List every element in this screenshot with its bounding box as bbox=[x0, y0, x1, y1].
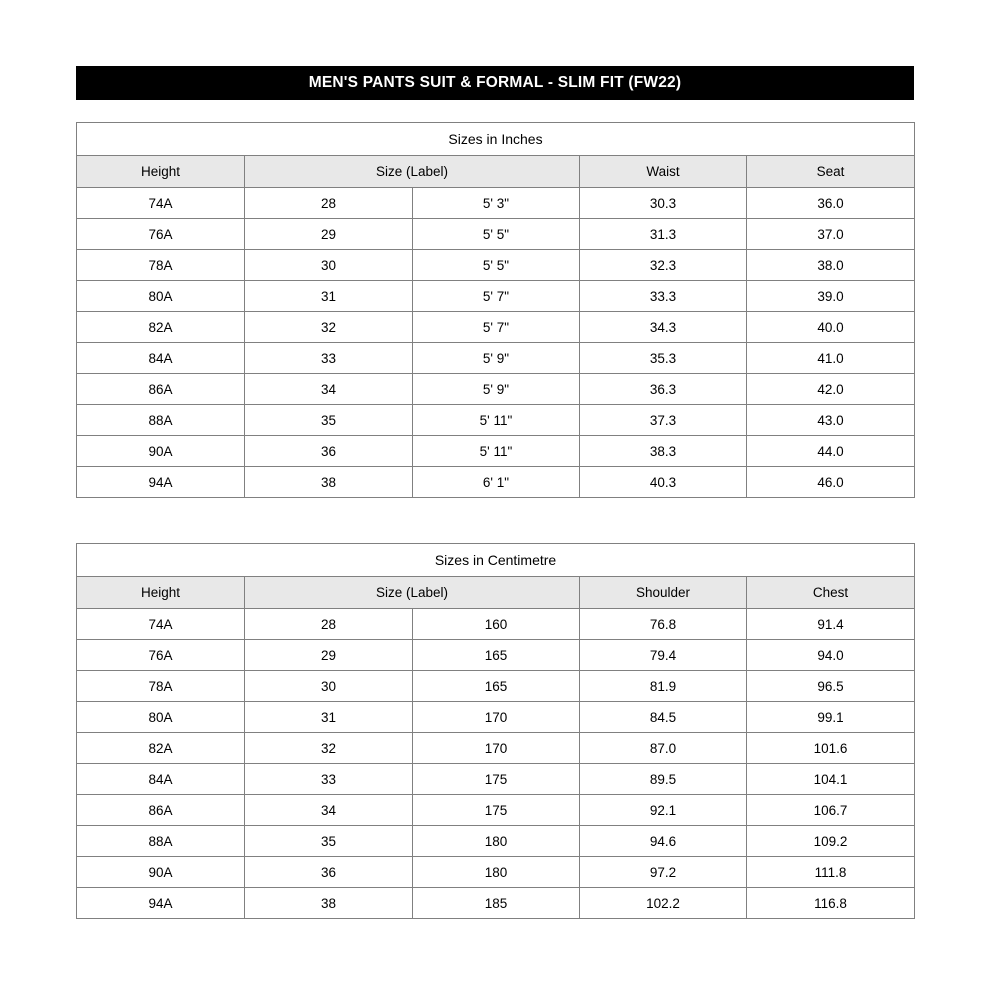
cell-size: 30 bbox=[245, 250, 413, 281]
table-row bbox=[77, 374, 915, 405]
cell-height: 78A bbox=[77, 250, 245, 281]
cell-size: 35 bbox=[245, 826, 413, 857]
cell-height: 88A bbox=[77, 405, 245, 436]
cell-shoulder: 94.6 bbox=[580, 826, 747, 857]
cell-size: 33 bbox=[245, 343, 413, 374]
cell-height: 86A bbox=[77, 795, 245, 826]
table-row bbox=[77, 733, 915, 764]
column-header-waist: Waist bbox=[580, 156, 747, 188]
cell-size: 29 bbox=[245, 219, 413, 250]
cell-height: 76A bbox=[77, 219, 245, 250]
cell-height: 80A bbox=[77, 281, 245, 312]
column-header-height: Height bbox=[77, 156, 245, 188]
size-table-centimetre bbox=[76, 543, 915, 919]
cell-size: 34 bbox=[245, 374, 413, 405]
cell-chest: 96.5 bbox=[747, 671, 915, 702]
cell-waist: 38.3 bbox=[580, 436, 747, 467]
cell-size-alt: 5' 3" bbox=[413, 188, 580, 219]
cell-waist: 33.3 bbox=[580, 281, 747, 312]
cell-height: 94A bbox=[77, 467, 245, 498]
cell-waist: 40.3 bbox=[580, 467, 747, 498]
cell-seat: 36.0 bbox=[747, 188, 915, 219]
cell-seat: 42.0 bbox=[747, 374, 915, 405]
cell-height: 76A bbox=[77, 640, 245, 671]
table-row bbox=[77, 436, 915, 467]
table-row bbox=[77, 702, 915, 733]
cell-shoulder: 102.2 bbox=[580, 888, 747, 919]
cell-height: 82A bbox=[77, 733, 245, 764]
cell-size: 28 bbox=[245, 609, 413, 640]
cell-size: 33 bbox=[245, 764, 413, 795]
cell-waist: 36.3 bbox=[580, 374, 747, 405]
table-row bbox=[77, 609, 915, 640]
table-header-row bbox=[77, 156, 915, 188]
cell-height: 90A bbox=[77, 857, 245, 888]
column-header-size-label: Size (Label) bbox=[245, 156, 580, 188]
table-row bbox=[77, 281, 915, 312]
table-row bbox=[77, 188, 915, 219]
column-header-seat: Seat bbox=[747, 156, 915, 188]
cell-seat: 43.0 bbox=[747, 405, 915, 436]
cell-chest: 106.7 bbox=[747, 795, 915, 826]
cell-waist: 37.3 bbox=[580, 405, 747, 436]
cell-waist: 30.3 bbox=[580, 188, 747, 219]
cell-size-alt: 160 bbox=[413, 609, 580, 640]
cell-size: 31 bbox=[245, 702, 413, 733]
cell-height: 86A bbox=[77, 374, 245, 405]
cell-size-alt: 180 bbox=[413, 826, 580, 857]
page-title: MEN'S PANTS SUIT & FORMAL - SLIM FIT (FW22) bbox=[76, 66, 914, 100]
cell-shoulder: 87.0 bbox=[580, 733, 747, 764]
cell-size-alt: 5' 9" bbox=[413, 343, 580, 374]
cell-size-alt: 5' 5" bbox=[413, 219, 580, 250]
cell-size-alt: 5' 7" bbox=[413, 312, 580, 343]
cell-size: 38 bbox=[245, 888, 413, 919]
column-header-size-label: Size (Label) bbox=[245, 577, 580, 609]
cell-size: 28 bbox=[245, 188, 413, 219]
size-table-inches bbox=[76, 122, 915, 498]
cell-shoulder: 84.5 bbox=[580, 702, 747, 733]
cell-size: 31 bbox=[245, 281, 413, 312]
cell-size-alt: 180 bbox=[413, 857, 580, 888]
cell-height: 74A bbox=[77, 609, 245, 640]
cell-waist: 35.3 bbox=[580, 343, 747, 374]
cell-size: 35 bbox=[245, 405, 413, 436]
column-header-chest: Chest bbox=[747, 577, 915, 609]
cell-waist: 31.3 bbox=[580, 219, 747, 250]
table-row bbox=[77, 219, 915, 250]
table-row bbox=[77, 343, 915, 374]
table-row bbox=[77, 671, 915, 702]
table-header-row bbox=[77, 577, 915, 609]
cell-waist: 32.3 bbox=[580, 250, 747, 281]
cell-size-alt: 165 bbox=[413, 671, 580, 702]
cell-height: 84A bbox=[77, 343, 245, 374]
cell-shoulder: 79.4 bbox=[580, 640, 747, 671]
cell-shoulder: 97.2 bbox=[580, 857, 747, 888]
cell-size: 32 bbox=[245, 733, 413, 764]
cell-size: 36 bbox=[245, 436, 413, 467]
cell-chest: 94.0 bbox=[747, 640, 915, 671]
cell-size-alt: 175 bbox=[413, 795, 580, 826]
table-caption-row bbox=[77, 123, 915, 156]
table-row bbox=[77, 857, 915, 888]
column-header-shoulder: Shoulder bbox=[580, 577, 747, 609]
cell-height: 82A bbox=[77, 312, 245, 343]
cell-size: 38 bbox=[245, 467, 413, 498]
cell-height: 74A bbox=[77, 188, 245, 219]
cell-chest: 109.2 bbox=[747, 826, 915, 857]
cell-size-alt: 170 bbox=[413, 702, 580, 733]
cell-seat: 39.0 bbox=[747, 281, 915, 312]
table-row bbox=[77, 312, 915, 343]
cell-chest: 101.6 bbox=[747, 733, 915, 764]
cell-size-alt: 5' 5" bbox=[413, 250, 580, 281]
cell-height: 80A bbox=[77, 702, 245, 733]
cell-height: 88A bbox=[77, 826, 245, 857]
cell-size-alt: 5' 7" bbox=[413, 281, 580, 312]
cell-height: 90A bbox=[77, 436, 245, 467]
table-row bbox=[77, 250, 915, 281]
cell-seat: 46.0 bbox=[747, 467, 915, 498]
cell-seat: 40.0 bbox=[747, 312, 915, 343]
cell-size-alt: 185 bbox=[413, 888, 580, 919]
cell-size-alt: 5' 9" bbox=[413, 374, 580, 405]
cell-height: 84A bbox=[77, 764, 245, 795]
cell-size-alt: 165 bbox=[413, 640, 580, 671]
cell-size: 30 bbox=[245, 671, 413, 702]
cell-chest: 111.8 bbox=[747, 857, 915, 888]
cell-chest: 116.8 bbox=[747, 888, 915, 919]
cell-chest: 104.1 bbox=[747, 764, 915, 795]
table-row bbox=[77, 640, 915, 671]
cell-height: 94A bbox=[77, 888, 245, 919]
cell-shoulder: 92.1 bbox=[580, 795, 747, 826]
cell-chest: 99.1 bbox=[747, 702, 915, 733]
cell-size-alt: 170 bbox=[413, 733, 580, 764]
table-row bbox=[77, 795, 915, 826]
cell-seat: 41.0 bbox=[747, 343, 915, 374]
table-caption: Sizes in Centimetre bbox=[77, 544, 915, 577]
cell-shoulder: 89.5 bbox=[580, 764, 747, 795]
cell-size: 34 bbox=[245, 795, 413, 826]
cell-seat: 37.0 bbox=[747, 219, 915, 250]
cell-height: 78A bbox=[77, 671, 245, 702]
table-row bbox=[77, 888, 915, 919]
table-row bbox=[77, 405, 915, 436]
cell-size: 29 bbox=[245, 640, 413, 671]
cell-seat: 38.0 bbox=[747, 250, 915, 281]
cell-size-alt: 5' 11" bbox=[413, 405, 580, 436]
table-row bbox=[77, 826, 915, 857]
column-header-height: Height bbox=[77, 577, 245, 609]
cell-size-alt: 175 bbox=[413, 764, 580, 795]
table-caption: Sizes in Inches bbox=[77, 123, 915, 156]
table-row bbox=[77, 467, 915, 498]
cell-waist: 34.3 bbox=[580, 312, 747, 343]
cell-size-alt: 5' 11" bbox=[413, 436, 580, 467]
cell-size: 36 bbox=[245, 857, 413, 888]
cell-shoulder: 76.8 bbox=[580, 609, 747, 640]
cell-shoulder: 81.9 bbox=[580, 671, 747, 702]
table-caption-row bbox=[77, 544, 915, 577]
cell-seat: 44.0 bbox=[747, 436, 915, 467]
cell-chest: 91.4 bbox=[747, 609, 915, 640]
cell-size-alt: 6' 1" bbox=[413, 467, 580, 498]
table-row bbox=[77, 764, 915, 795]
cell-size: 32 bbox=[245, 312, 413, 343]
